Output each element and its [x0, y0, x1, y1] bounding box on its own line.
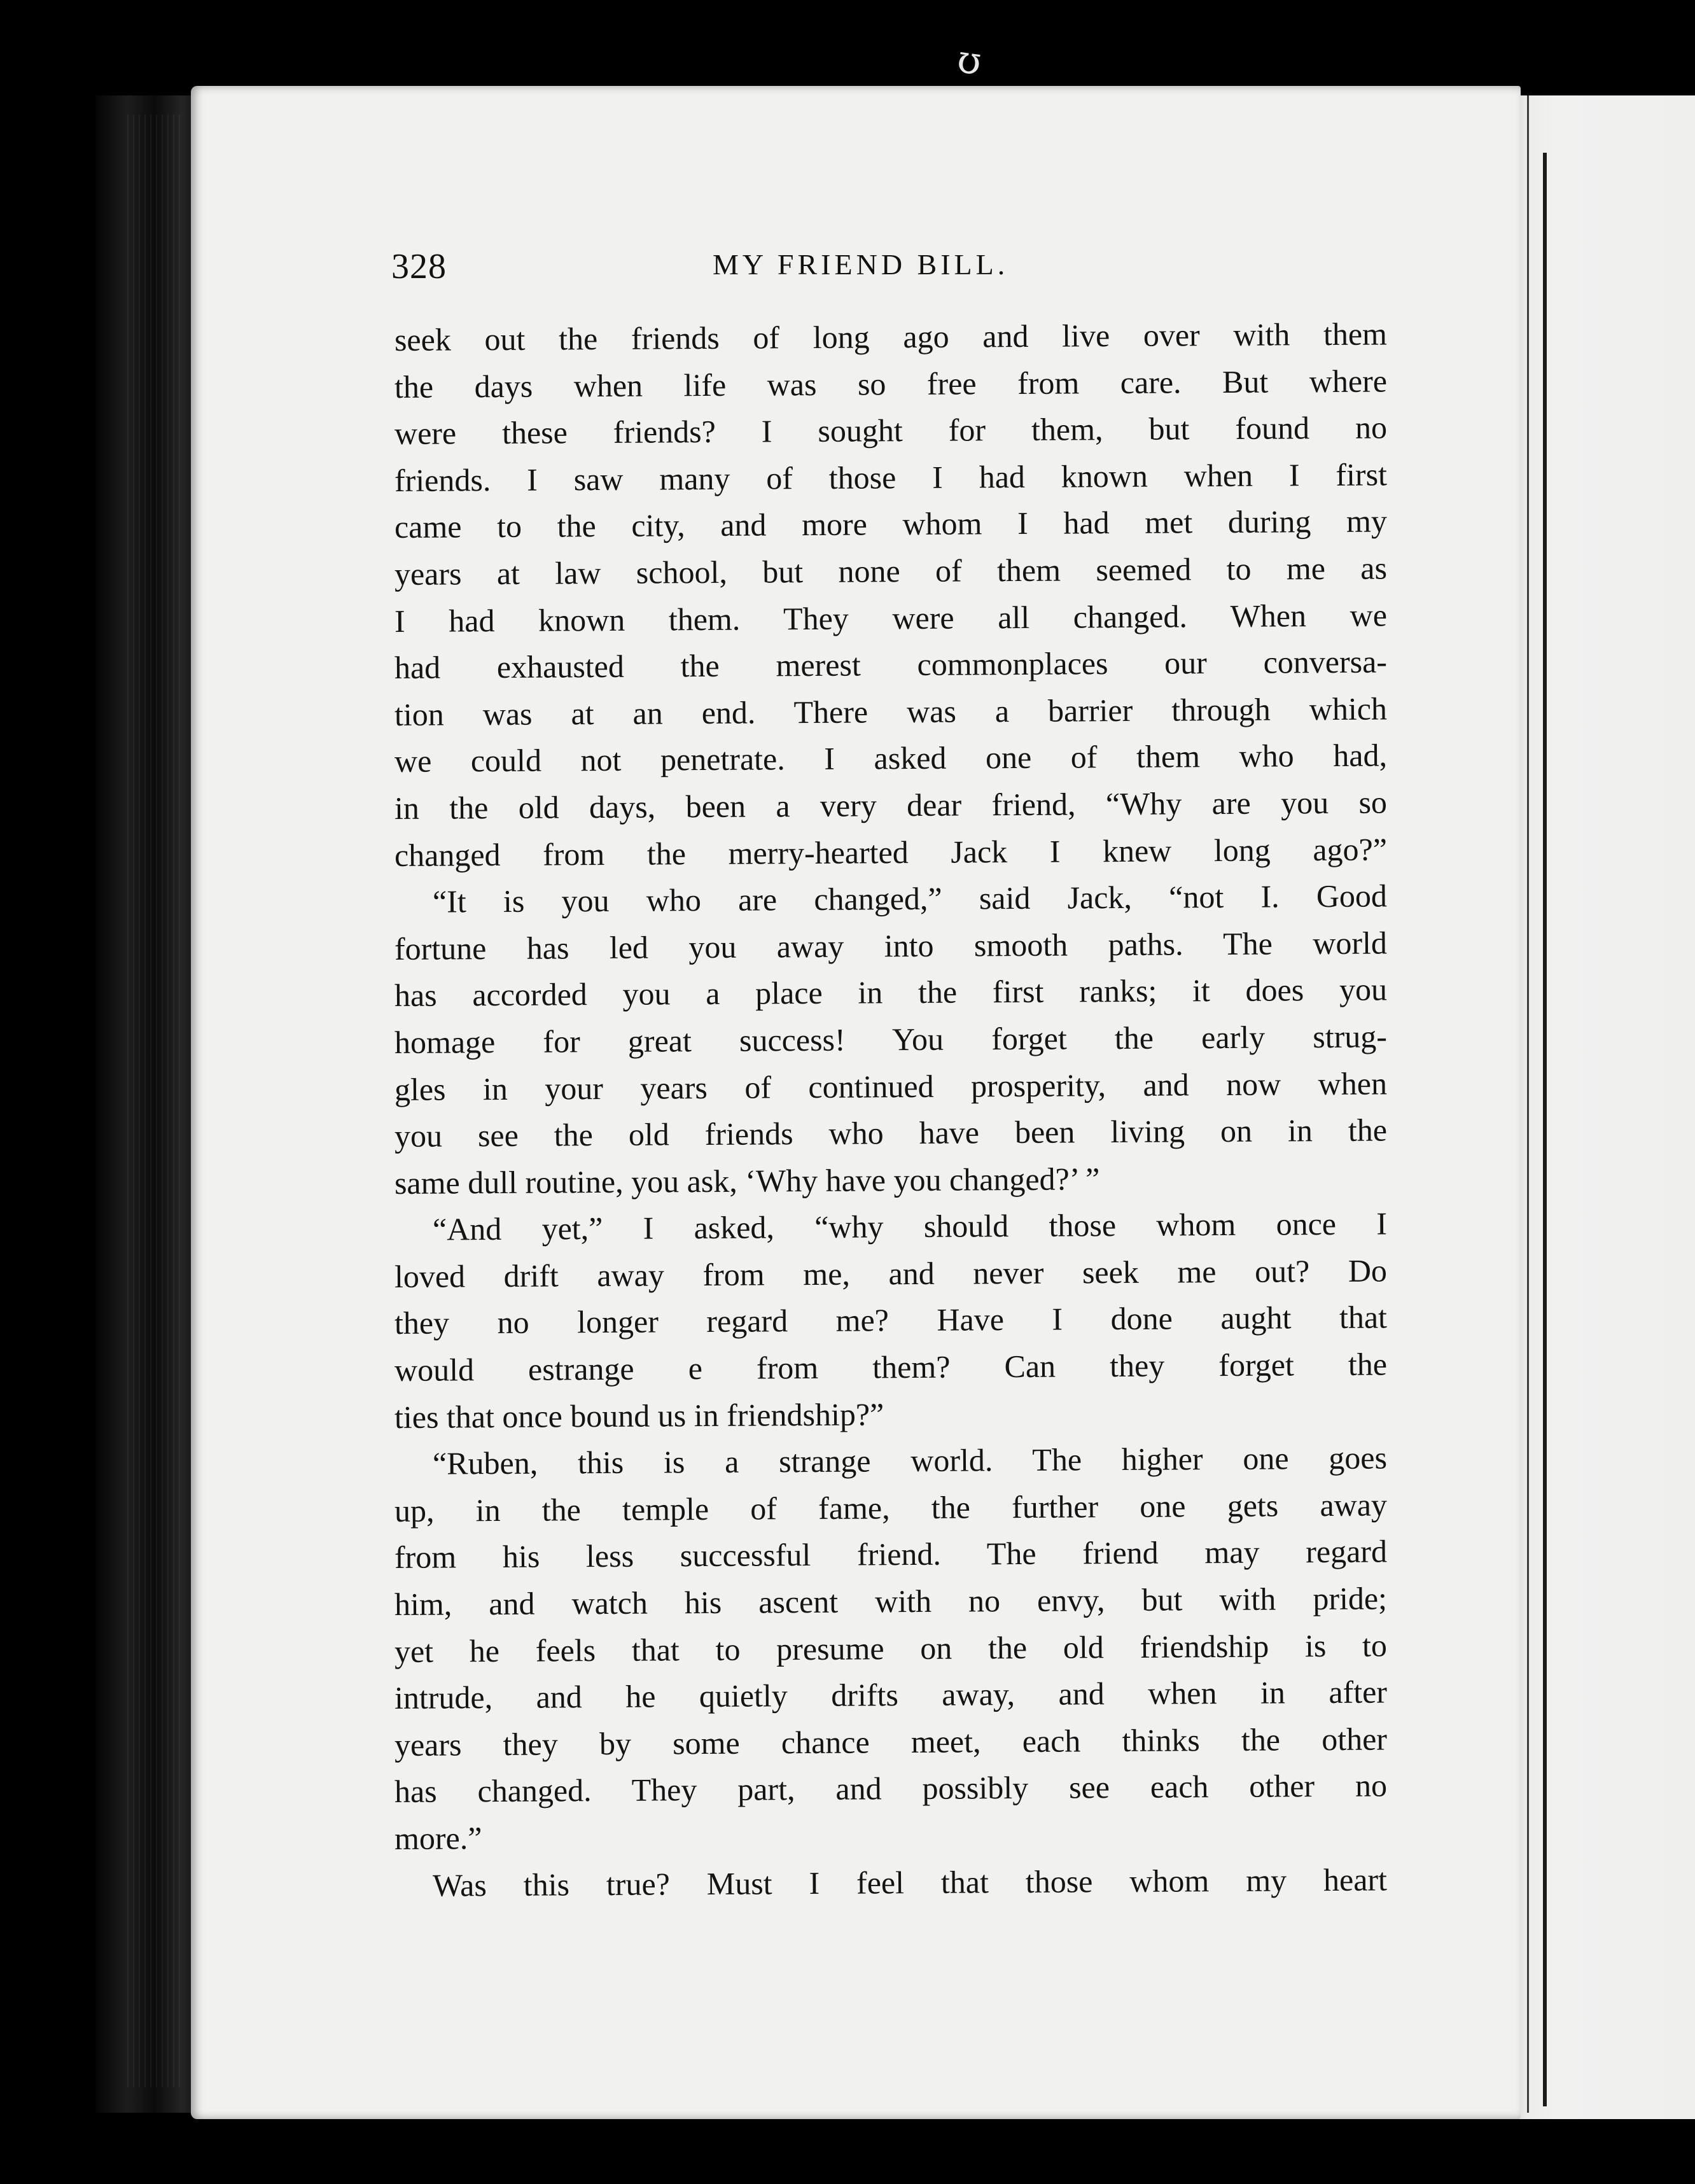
text-line: Was this true? Must I feel that those whom my heart — [432, 1861, 1388, 1903]
text-line: from his less successful friend. The friend may regard — [394, 1533, 1388, 1576]
text-line: I had known them. They were all changed. When we — [394, 597, 1388, 639]
body-text — [394, 317, 1387, 1909]
text-line: “And yet,” I asked, “why should those whom once I — [432, 1205, 1388, 1247]
running-head: MY FRIEND BILL. — [713, 248, 1009, 281]
text-line: ties that once bound us in friendship?” — [394, 1396, 884, 1435]
text-line: changed from the merry-hearted Jack I knew long ago?” — [394, 831, 1388, 873]
page-header — [391, 239, 1384, 296]
text-line: yet he feels that to presume on the old friendship is to — [394, 1627, 1388, 1669]
facing-page-edge — [1514, 95, 1695, 2119]
text-line: has changed. They part, and possibly see each other no — [394, 1767, 1388, 1810]
text-line: intrude, and he quietly drifts away, and when in after — [394, 1674, 1388, 1716]
text-line: would estrange e from them? Can they forget the — [394, 1346, 1388, 1389]
text-line: fortune has led you away into smooth paths. The world — [394, 925, 1388, 967]
gutter-line — [1543, 153, 1547, 2106]
text-line: tion was at an end. There was a barrier through which — [394, 690, 1388, 732]
page-number: 328 — [391, 247, 447, 286]
text-line: friends. I saw many of those I had known when I first — [394, 456, 1388, 498]
text-line: has accorded you a place in the first ranks; it does you — [394, 971, 1388, 1014]
gutter-shadow — [1527, 95, 1529, 2113]
text-line: we could not penetrate. I asked one of them who had, — [394, 737, 1388, 780]
text-line: more.” — [394, 1820, 482, 1856]
text-line: the days when life was so free from care. But where — [394, 363, 1388, 405]
text-line: had exhausted the merest commonplaces our conversa- — [394, 643, 1388, 686]
text-line: same dull routine, you ask, ‘Why have you changed?’ ” — [394, 1160, 1100, 1201]
page-edges-texture — [127, 115, 185, 2087]
scan-mark-icon: ʊ — [954, 36, 984, 85]
text-line: gles in your years of continued prosperity, and now when — [394, 1065, 1388, 1107]
text-line: loved drift away from me, and never seek me out? Do — [394, 1252, 1388, 1294]
text-line: were these friends? I sought for them, but found no — [394, 409, 1388, 452]
text-line: him, and watch his ascent with no envy, but with pride; — [394, 1580, 1388, 1623]
text-line: years they by some chance meet, each thinks the other — [394, 1721, 1388, 1763]
text-line: years at law school, but none of them seemed to me as — [394, 550, 1388, 592]
text-line: “It is you who are changed,” said Jack, “not I. Good — [432, 878, 1388, 920]
text-line: up, in the temple of fame, the further one gets away — [394, 1487, 1388, 1529]
text-line: “Ruben, this is a strange world. The higher one goes — [432, 1439, 1388, 1481]
text-line: homage for great success! You forget the early strug- — [394, 1018, 1388, 1060]
text-line: you see the old friends who have been living on in the — [394, 1112, 1388, 1154]
text-line: came to the city, and more whom I had met during my — [394, 503, 1388, 545]
text-line: they no longer regard me? Have I done aught that — [394, 1299, 1388, 1341]
text-line: in the old days, been a very dear friend, “Why are you so — [394, 784, 1388, 826]
text-line: seek out the friends of long ago and live over with them — [394, 316, 1388, 358]
